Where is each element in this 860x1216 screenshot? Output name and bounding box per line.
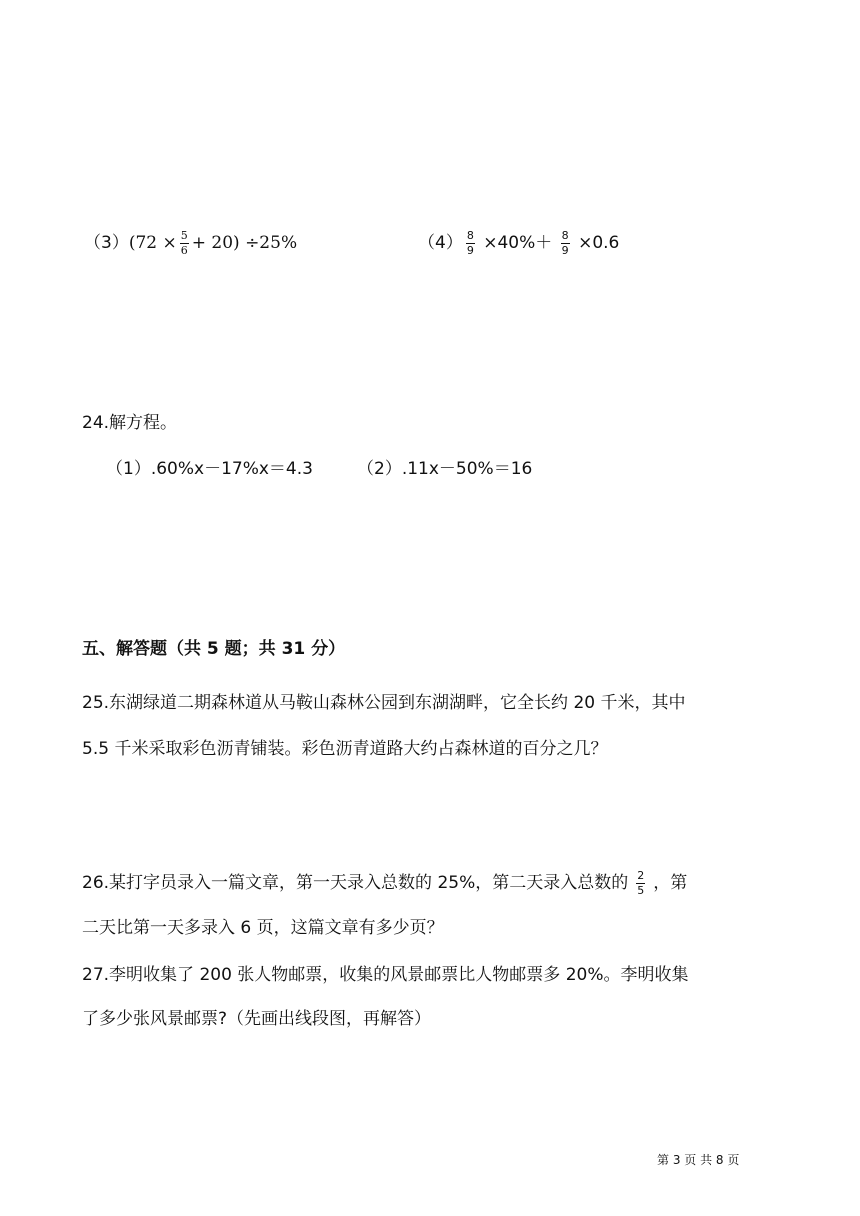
fraction: $\frac{8}{9}$ [466, 228, 474, 257]
expression-part: (72 × [128, 233, 177, 253]
fraction: $\frac{8}{9}$ [561, 228, 569, 257]
section-heading: 五、解答题（共 5 题；共 31 分） [82, 639, 346, 659]
expression-part: ×40%＋ [483, 233, 553, 253]
question-27-line-1: 27.李明收集了 200 张人物邮票，收集的风景邮票比人物邮票多 20%。李明收集 [82, 965, 689, 985]
question-26-line-1 [82, 868, 687, 897]
question-text: 26.某打字员录入一篇文章，第一天录入总数的 25%，第二天录入总数的 [82, 873, 629, 893]
question-25-line-2: 5.5 千米采取彩色沥青铺装。彩色沥青道路大约占森林道的百分之几？ [82, 739, 608, 759]
fraction: $\frac{5}{6}$ [180, 228, 188, 257]
page-number: 第 3 页 共 8 页 [657, 1153, 740, 1167]
item-label: （4） [418, 233, 463, 253]
expression-part: ×0.6 [578, 233, 620, 253]
question-26-line-2: 二天比第一天多录入 6 页，这篇文章有多少页？ [82, 918, 444, 938]
expression-item-3 [84, 228, 297, 257]
question-text: ，第 [653, 873, 688, 893]
expression-item-4 [418, 228, 619, 257]
equation-2: （2）.11x－50%＝16 [357, 459, 533, 479]
question-24-title: 24.解方程。 [82, 413, 178, 433]
expression-part: + 20) ÷25% [191, 233, 298, 253]
item-label: （3） [84, 233, 129, 253]
equation-1: （1）.60%x－17%x＝4.3 [106, 459, 313, 479]
question-27-line-2: 了多少张风景邮票?（先画出线段图，再解答） [82, 1009, 432, 1029]
question-25-line-1: 25.东湖绿道二期森林道从马鞍山森林公园到东湖湖畔，它全长约 20 千米，其中 [82, 693, 686, 713]
fraction: $\frac{2}{5}$ [637, 868, 645, 897]
